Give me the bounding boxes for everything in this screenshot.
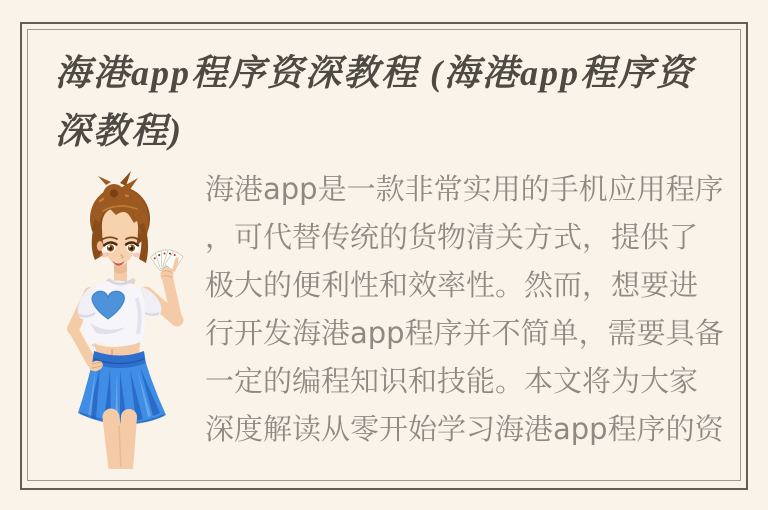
paragraph-line: 海港app是一款非常实用的手机应用程序 bbox=[205, 172, 724, 206]
girl-legs bbox=[111, 417, 129, 469]
anime-girl-playing-cards-illustration bbox=[48, 167, 220, 469]
article-body bbox=[205, 165, 738, 453]
page-title bbox=[55, 44, 733, 160]
paragraph-line: 一定的编程知识和技能。本文将为大家 bbox=[205, 364, 699, 398]
paragraph-line: 行开发海港app程序并不简单，需要具备 bbox=[205, 316, 724, 350]
page-title-line-2: 深教程) bbox=[55, 111, 183, 151]
paragraph-line: ，可代替传统的货物清关方式，提供了 bbox=[205, 220, 699, 254]
page-title-line-1: 海港app程序资深教程 (海港app程序资 bbox=[55, 53, 694, 93]
paragraph-line: 极大的便利性和效率性。然而，想要进 bbox=[205, 268, 699, 302]
paragraph-line: 深度解读从零开始学习海港app程序的资 bbox=[205, 412, 724, 446]
